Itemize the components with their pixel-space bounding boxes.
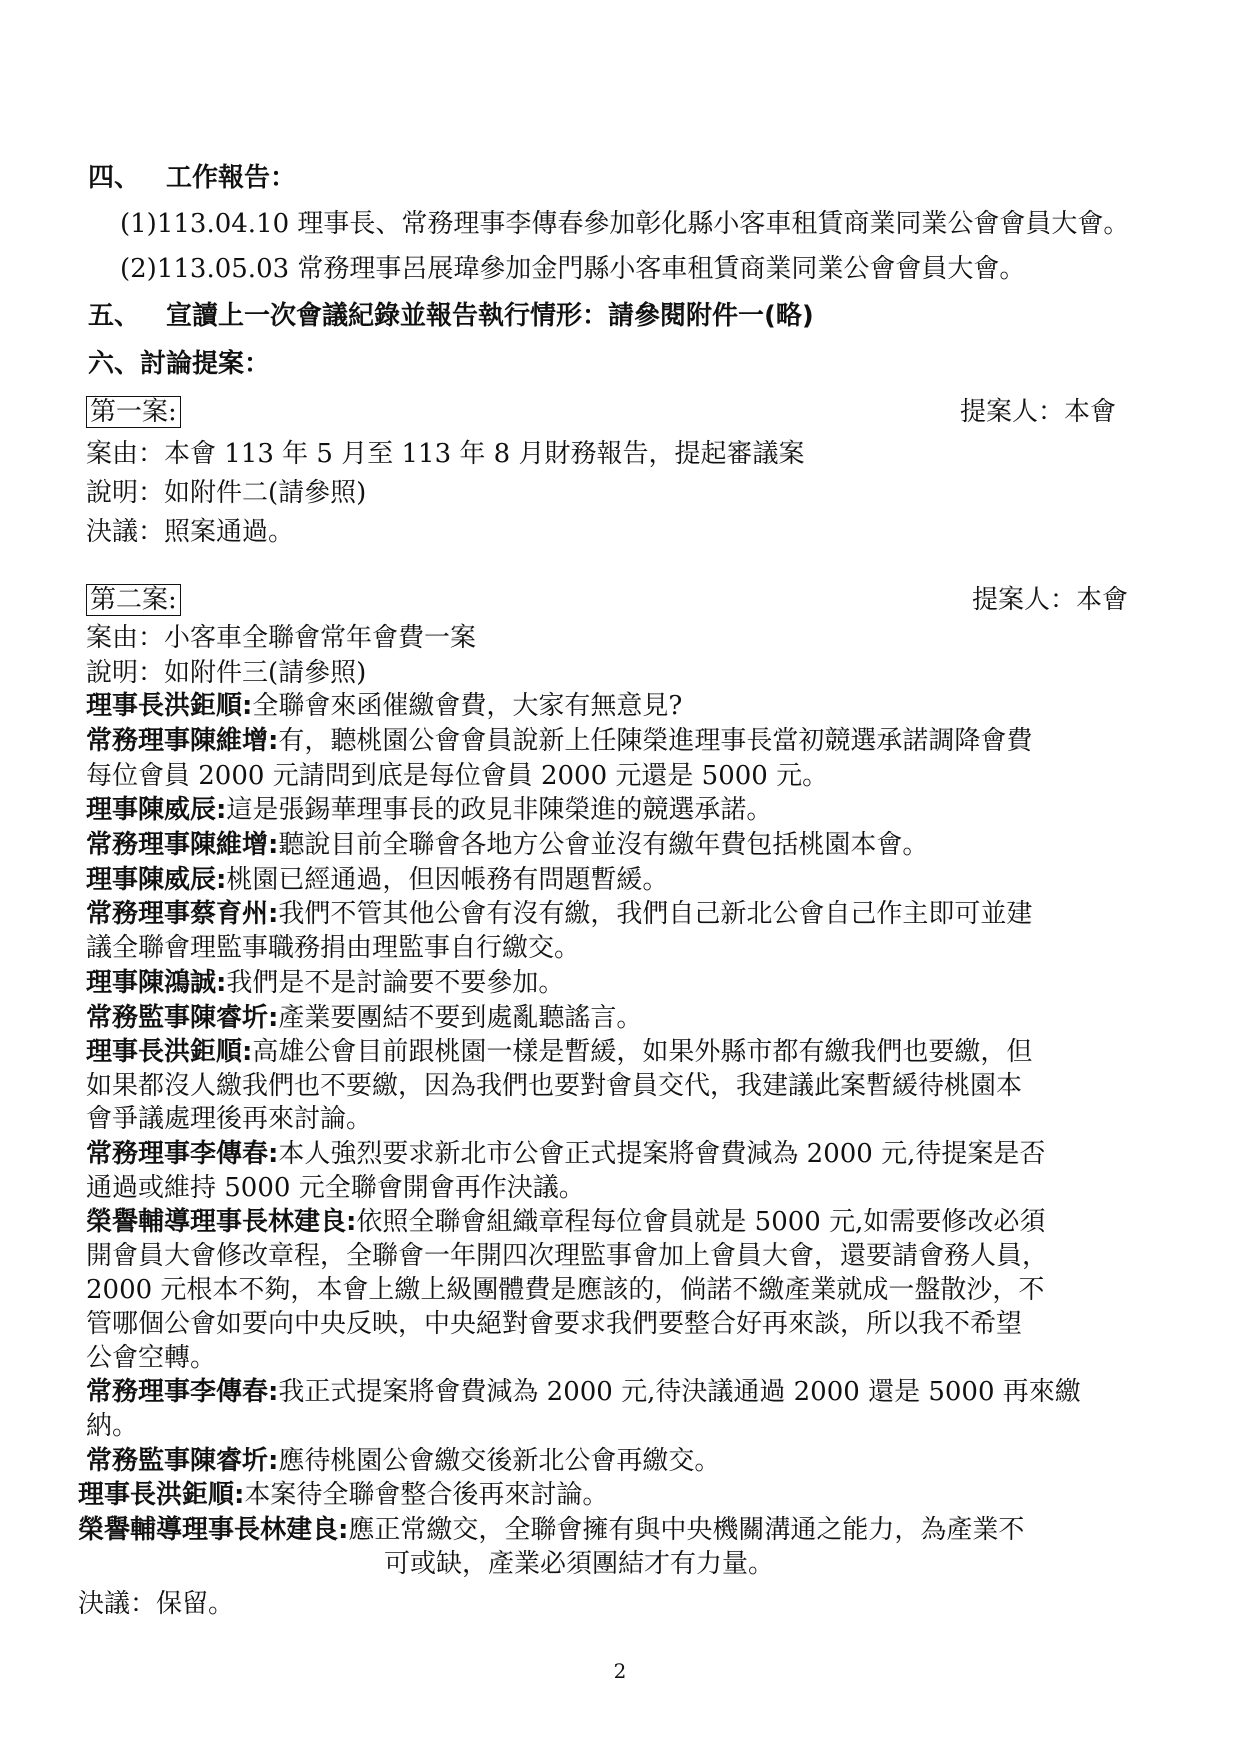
remark-line bbox=[86, 792, 772, 828]
remark-speaker: 常務理事蔡育州: bbox=[86, 899, 279, 929]
case-1-resolution: 決議：照案通過。 bbox=[86, 517, 295, 547]
case-1-label bbox=[86, 394, 181, 430]
remark-continuation: 可或缺，產業必須團結才有力量。 bbox=[384, 1549, 775, 1579]
case-2-resolution: 決議：保留。 bbox=[78, 1589, 235, 1619]
remark-speaker: 理事陳威辰: bbox=[86, 795, 227, 825]
remark-line bbox=[86, 1443, 720, 1479]
section-4-heading bbox=[88, 160, 296, 196]
remark-text: 我們不管其他公會有沒有繳，我們自己新北公會自己作主即可並建 bbox=[278, 899, 1033, 929]
remark-continuation: 管哪個公會如要向中央反映，中央絕對會要求我們要整合好再來談，所以我不希望 bbox=[86, 1309, 1023, 1339]
remark-line bbox=[86, 1374, 1081, 1410]
remark-line bbox=[86, 1000, 642, 1036]
remark-text: 本案待全聯會整合後再來討論。 bbox=[244, 1480, 609, 1510]
remark-speaker: 理事長洪鉅順: bbox=[86, 1037, 253, 1067]
remark-line bbox=[86, 1136, 1045, 1172]
remark-line bbox=[86, 827, 928, 863]
remark-text: 全聯會來函催繳會費，大家有無意見? bbox=[252, 691, 683, 721]
case-1-label-box: 第一案: bbox=[86, 396, 181, 428]
case-1-description: 說明：如附件二(請參照) bbox=[86, 478, 367, 508]
remark-text: 桃園已經通過，但因帳務有問題暫緩。 bbox=[226, 865, 669, 895]
remark-text: 本人強烈要求新北市公會正式提案將會費減為 2000 元,待提案是否 bbox=[278, 1139, 1046, 1169]
remark-speaker: 榮譽輔導理事長林建良: bbox=[78, 1515, 349, 1545]
remark-speaker: 理事陳鴻誠: bbox=[86, 968, 227, 998]
case-2-label-box: 第二案: bbox=[86, 584, 181, 616]
remark-continuation: 每位會員 2000 元請問到底是每位會員 2000 元還是 5000 元。 bbox=[86, 761, 829, 791]
section-5-number: 五、 bbox=[88, 301, 141, 331]
section-5-title: 宣讀上一次會議紀錄並報告執行情形：請參閱附件一(略) bbox=[166, 301, 814, 331]
remark-continuation: 開會員大會修改章程，全聯會一年開四次理監事會加上會員大會，還要請會務人員， bbox=[86, 1241, 1049, 1271]
remark-speaker: 常務理事李傳春: bbox=[86, 1377, 279, 1407]
remark-continuation: 2000 元根本不夠，本會上繳上級團體費是應該的，倘諾不繳產業就成一盤散沙，不 bbox=[86, 1275, 1045, 1305]
remark-line bbox=[86, 862, 668, 898]
remark-text: 我正式提案將會費減為 2000 元,待決議通過 2000 還是 5000 再來繳 bbox=[278, 1377, 1081, 1407]
case-2-proposer: 提案人：本會 bbox=[972, 585, 1129, 615]
case-2-description: 說明：如附件三(請參照) bbox=[86, 658, 367, 688]
remark-continuation: 如果都沒人繳我們也不要繳，因為我們也要對會員交代，我建議此案暫緩待桃園本 bbox=[86, 1071, 1023, 1101]
remark-speaker: 常務理事陳維增: bbox=[86, 830, 279, 860]
remark-line bbox=[86, 1204, 1045, 1240]
section-4-title: 工作報告： bbox=[166, 163, 297, 193]
case-1-proposer: 提案人：本會 bbox=[960, 397, 1117, 427]
remark-continuation: 納。 bbox=[86, 1411, 139, 1441]
remark-speaker: 理事長洪鉅順: bbox=[78, 1480, 245, 1510]
remark-continuation: 議全聯會理監事職務捐由理監事自行繳交。 bbox=[86, 933, 581, 963]
remark-line bbox=[86, 965, 564, 1001]
remark-text: 應待桃園公會繳交後新北公會再繳交。 bbox=[278, 1446, 721, 1476]
section-4-number: 四、 bbox=[88, 163, 141, 193]
work-report-item: (2)113.05.03 常務理事呂展瑋參加金門縣小客車租賃商業同業公會會員大會。 bbox=[120, 254, 1026, 284]
remark-text: 依照全聯會組織章程每位會員就是 5000 元,如需要修改必須 bbox=[356, 1207, 1046, 1237]
remark-speaker: 理事長洪鉅順: bbox=[86, 691, 253, 721]
remark-line bbox=[78, 1512, 1024, 1548]
remark-text: 聽說目前全聯會各地方公會並沒有繳年費包括桃園本會。 bbox=[278, 830, 929, 860]
remark-speaker: 常務監事陳睿圻: bbox=[86, 1003, 279, 1033]
remark-text: 高雄公會目前跟桃園一樣是暫緩，如果外縣市都有繳我們也要繳，但 bbox=[252, 1037, 1033, 1067]
remark-text: 這是張錫華理事長的政見非陳榮進的競選承諾。 bbox=[226, 795, 773, 825]
remark-line bbox=[78, 1477, 608, 1513]
remark-line bbox=[86, 896, 1032, 932]
remark-line bbox=[86, 1034, 1032, 1070]
remark-speaker: 常務理事李傳春: bbox=[86, 1139, 279, 1169]
remark-speaker: 常務監事陳睿圻: bbox=[86, 1446, 279, 1476]
remark-text: 產業要團結不要到處亂聽謠言。 bbox=[278, 1003, 643, 1033]
remark-line bbox=[86, 723, 1032, 759]
remark-speaker: 理事陳威辰: bbox=[86, 865, 227, 895]
remark-text: 應正常繳交，全聯會擁有與中央機關溝通之能力，為產業不 bbox=[348, 1515, 1025, 1545]
remark-text: 有，聽桃園公會會員說新上任陳榮進理事長當初競選承諾調降會費 bbox=[278, 726, 1033, 756]
remark-continuation: 會爭議處理後再來討論。 bbox=[86, 1104, 373, 1134]
section-5-heading bbox=[88, 298, 814, 334]
case-1-reason: 案由：本會 113 年 5 月至 113 年 8 月財務報告，提起審議案 bbox=[86, 439, 805, 469]
remark-line bbox=[86, 688, 682, 724]
work-report-item: (1)113.04.10 理事長、常務理事李傳春參加彰化縣小客車租賃商業同業公會會員大會。 bbox=[120, 209, 1130, 239]
section-6-heading: 六、討論提案： bbox=[88, 349, 271, 379]
page-number: 2 bbox=[613, 1659, 627, 1683]
remark-text: 我們是不是討論要不要參加。 bbox=[226, 968, 565, 998]
remark-continuation: 公會空轉。 bbox=[86, 1343, 217, 1373]
remark-speaker: 常務理事陳維增: bbox=[86, 726, 279, 756]
remark-speaker: 榮譽輔導理事長林建良: bbox=[86, 1207, 357, 1237]
case-2-reason: 案由：小客車全聯會常年會費一案 bbox=[86, 623, 477, 653]
case-2-label bbox=[86, 582, 181, 618]
remark-continuation: 通過或維持 5000 元全聯會開會再作決議。 bbox=[86, 1173, 585, 1203]
